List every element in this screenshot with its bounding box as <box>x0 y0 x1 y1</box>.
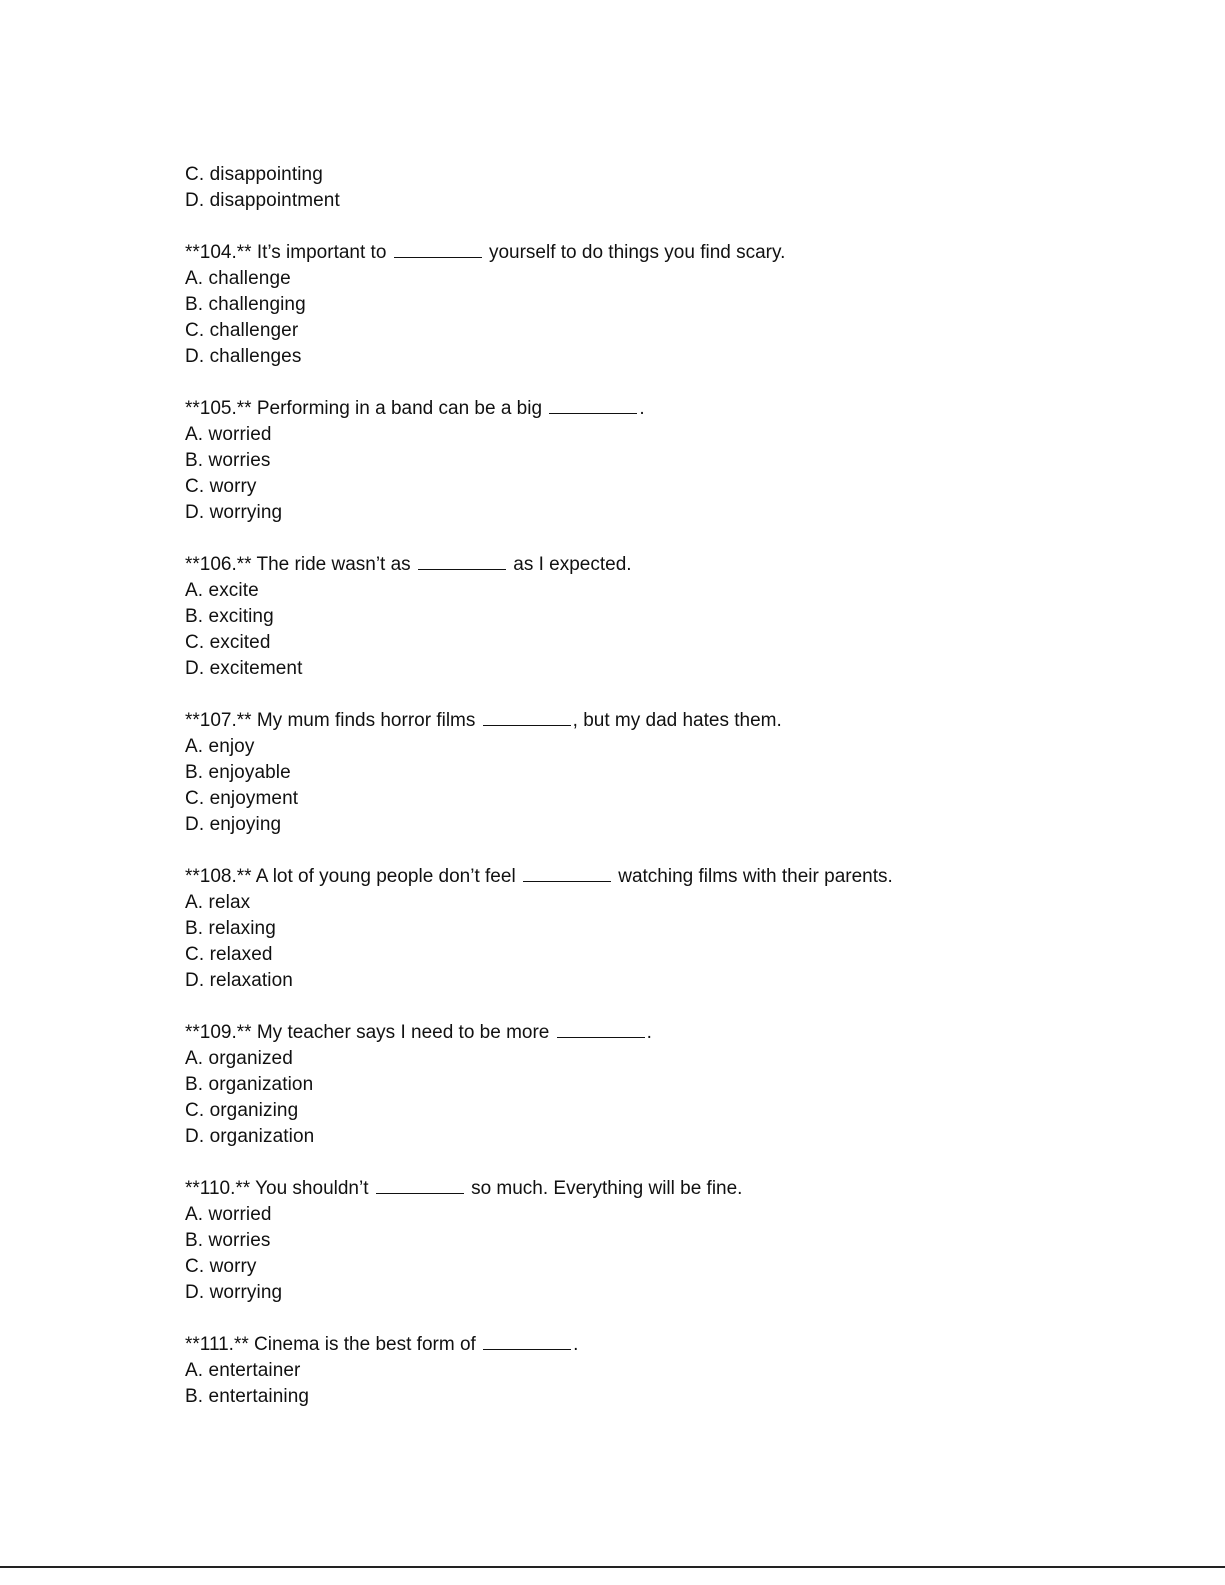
option: B. worries <box>185 450 271 471</box>
option: D. enjoying <box>185 814 282 835</box>
prompt-before: Performing in a band can be a big <box>256 398 543 419</box>
option: A. worried <box>185 424 272 445</box>
prompt-before: Cinema is the best form of <box>254 1334 476 1355</box>
option: B. entertaining <box>185 1386 310 1407</box>
question-number: **108.** <box>185 866 252 887</box>
prompt-before: The ride wasn’t as <box>256 554 411 575</box>
option: A. organized <box>185 1048 293 1069</box>
option: A. entertainer <box>185 1360 301 1381</box>
question-prompt <box>185 1020 1145 1046</box>
question-number: **106.** <box>185 554 252 575</box>
question-prompt <box>185 240 1145 266</box>
question-105 <box>185 396 1145 526</box>
answer-blank <box>418 553 506 570</box>
answer-blank <box>549 397 637 414</box>
option: A. worried <box>185 1204 272 1225</box>
option: C. organizing <box>185 1100 299 1121</box>
prompt-after: . <box>646 1022 652 1043</box>
question-number: **110.** <box>185 1178 251 1199</box>
answer-blank <box>376 1177 464 1194</box>
prompt-before: It’s important to <box>256 242 387 263</box>
prompt-before: A lot of young people don’t feel <box>255 866 516 887</box>
continued-options <box>185 162 1145 214</box>
question-111 <box>185 1332 1145 1410</box>
prompt-after: as I expected. <box>513 554 632 575</box>
question-number: **111.** <box>185 1334 249 1355</box>
option: C. excited <box>185 632 271 653</box>
option: A. challenge <box>185 268 291 289</box>
question-number: **109.** <box>185 1022 252 1043</box>
option: A. relax <box>185 892 251 913</box>
question-prompt <box>185 552 1145 578</box>
question-number: **107.** <box>185 710 252 731</box>
question-107 <box>185 708 1145 838</box>
option: B. organization <box>185 1074 314 1095</box>
option: C. relaxed <box>185 944 273 965</box>
option: C. enjoyment <box>185 788 299 809</box>
answer-blank <box>483 1333 571 1350</box>
option: B. worries <box>185 1230 271 1251</box>
option: D. excitement <box>185 658 303 679</box>
question-number: **104.** <box>185 242 252 263</box>
question-106 <box>185 552 1145 682</box>
page-bottom-rule <box>0 1566 1225 1568</box>
answer-blank <box>523 865 611 882</box>
option: C. worry <box>185 476 257 497</box>
option: D. organization <box>185 1126 315 1147</box>
option: C. disappointing <box>185 164 323 185</box>
prompt-before: My mum finds horror films <box>256 710 476 731</box>
option: A. enjoy <box>185 736 255 757</box>
question-109 <box>185 1020 1145 1150</box>
question-prompt <box>185 396 1145 422</box>
option: B. enjoyable <box>185 762 291 783</box>
prompt-after: . <box>573 1334 579 1355</box>
answer-blank <box>394 241 482 258</box>
question-prompt <box>185 1332 1145 1358</box>
option: A. excite <box>185 580 259 601</box>
prompt-before: You shouldn’t <box>255 1178 369 1199</box>
question-prompt <box>185 864 1145 890</box>
question-110 <box>185 1176 1145 1306</box>
option: D. relaxation <box>185 970 293 991</box>
prompt-before: My teacher says I need to be more <box>256 1022 550 1043</box>
question-number: **105.** <box>185 398 252 419</box>
prompt-after: yourself to do things you find scary. <box>488 242 786 263</box>
option: D. worrying <box>185 1282 283 1303</box>
answer-blank <box>557 1021 645 1038</box>
option: B. challenging <box>185 294 306 315</box>
option: D. disappointment <box>185 190 340 211</box>
question-104 <box>185 240 1145 370</box>
answer-blank <box>483 709 571 726</box>
question-prompt <box>185 708 1145 734</box>
question-prompt <box>185 1176 1145 1202</box>
prompt-after: watching films with their parents. <box>618 866 893 887</box>
question-108 <box>185 864 1145 994</box>
option: C. worry <box>185 1256 257 1277</box>
quiz-content <box>185 162 1145 1410</box>
option: D. worrying <box>185 502 283 523</box>
prompt-after: , but my dad hates them. <box>572 710 782 731</box>
prompt-after: so much. Everything will be fine. <box>471 1178 743 1199</box>
option: B. exciting <box>185 606 274 627</box>
option: B. relaxing <box>185 918 276 939</box>
option: D. challenges <box>185 346 302 367</box>
prompt-after: . <box>639 398 645 419</box>
option: C. challenger <box>185 320 299 341</box>
